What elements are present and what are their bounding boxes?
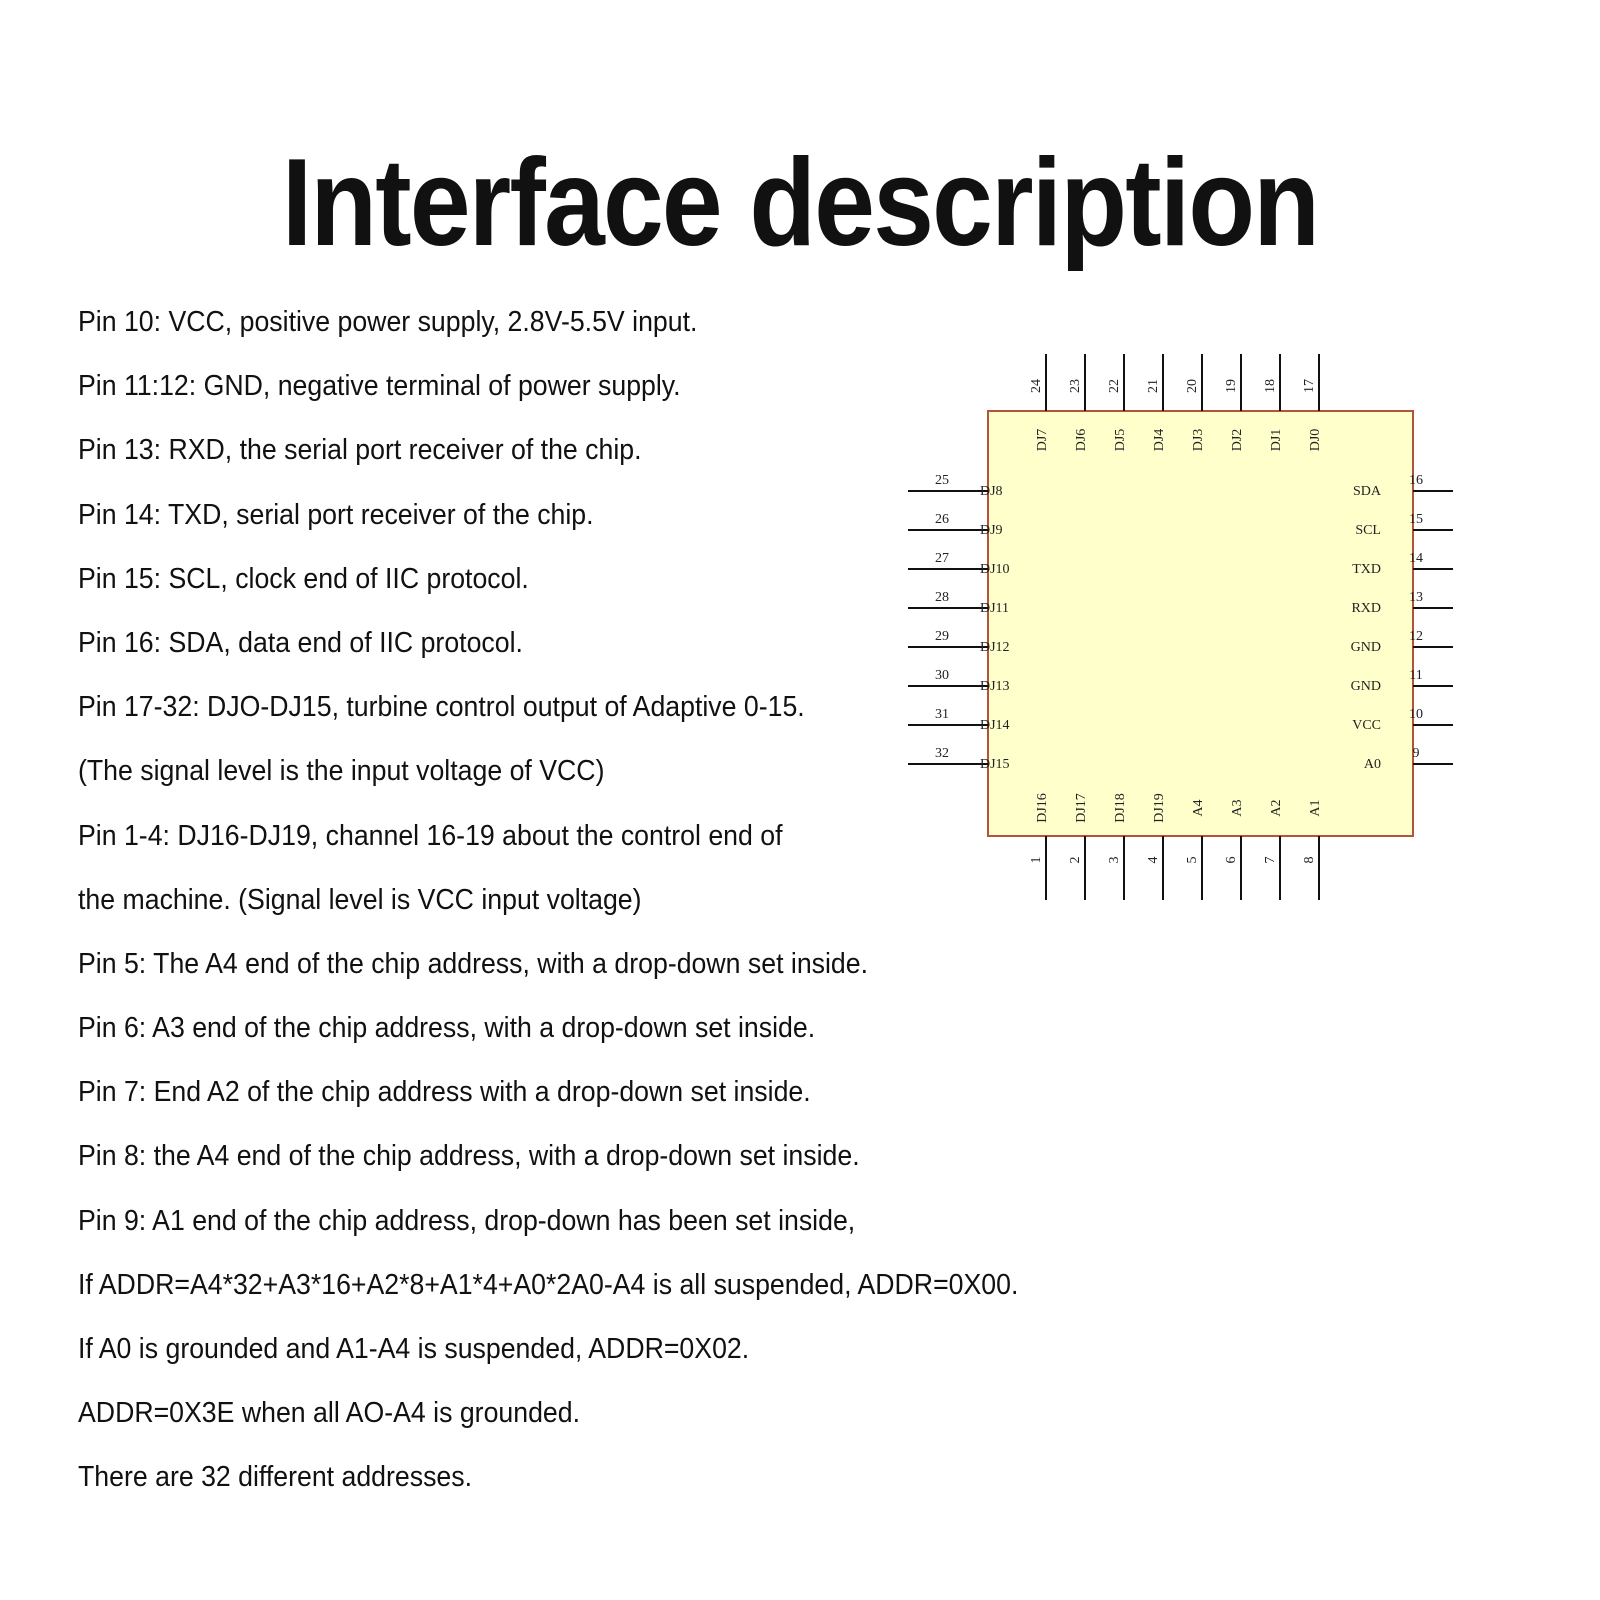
pin-number: 27 [935, 551, 949, 567]
page-title: Interface description [281, 134, 1319, 272]
pin-label: A2 [1269, 799, 1285, 817]
pin-label: DJ18 [1113, 793, 1129, 823]
description-line: Pin 14: TXD, serial port receiver of the chip. [78, 498, 594, 531]
description-line: Pin 11:12: GND, negative terminal of power supply. [78, 370, 681, 403]
description-line: Pin 5: The A4 end of the chip address, with a drop-down set inside. [78, 947, 869, 980]
pin-number: 13 [1409, 590, 1423, 606]
pin-number: 2 [1068, 856, 1084, 864]
pin-label: DJ8 [980, 484, 1003, 500]
pin-label: DJ5 [1113, 428, 1129, 452]
pin-label: DJ2 [1230, 428, 1246, 452]
pin-label: DJ10 [980, 562, 1010, 578]
description-line: Pin 8: the A4 end of the chip address, with a drop-down set inside. [78, 1140, 860, 1173]
pin-number: 19 [1224, 379, 1240, 393]
pin-label: A0 [1363, 757, 1381, 773]
pin-label: A1 [1308, 799, 1324, 817]
pin-label: DJ1 [1269, 428, 1285, 452]
pin-label: DJ16 [1035, 793, 1051, 823]
pin-label: DJ7 [1035, 428, 1051, 452]
pin-label: DJ13 [980, 679, 1010, 695]
chip-body [988, 411, 1413, 836]
pin-number: 17 [1302, 379, 1318, 393]
pin-label: DJ6 [1074, 428, 1090, 452]
pin-number: 4 [1146, 856, 1162, 864]
pin-number: 6 [1224, 856, 1240, 864]
description-line: There are 32 different addresses. [78, 1461, 473, 1494]
pin-number: 22 [1107, 379, 1123, 393]
pin-number: 20 [1185, 379, 1201, 393]
pin-number: 30 [935, 668, 949, 684]
pin-label: DJ15 [980, 757, 1010, 773]
pin-number: 11 [1409, 668, 1423, 684]
pin-label: GND [1350, 679, 1381, 695]
pin-number: 25 [935, 473, 949, 489]
description-line: (The signal level is the input voltage of VCC) [78, 755, 605, 788]
pin-number: 18 [1263, 379, 1279, 393]
description-line: Pin 13: RXD, the serial port receiver of the chip. [78, 434, 642, 467]
pin-number: 12 [1409, 629, 1423, 645]
description-line: ADDR=0X3E when all AO-A4 is grounded. [78, 1397, 581, 1430]
pin-label: DJ12 [980, 640, 1010, 656]
pin-number: 10 [1409, 707, 1423, 723]
pin-label: SCL [1355, 523, 1381, 539]
description-line: Pin 16: SDA, data end of IIC protocol. [78, 626, 523, 659]
pin-label: VCC [1352, 718, 1381, 734]
description-line: Pin 15: SCL, clock end of IIC protocol. [78, 562, 529, 595]
pin-number: 31 [935, 707, 949, 723]
pin-number: 26 [935, 512, 949, 528]
pin-label: DJ3 [1191, 428, 1207, 452]
description-line: If A0 is grounded and A1-A4 is suspended, ADDR=0X02. [78, 1333, 750, 1365]
pin-number: 3 [1107, 856, 1123, 864]
pin-number: 28 [935, 590, 949, 606]
pin-number: 7 [1263, 856, 1279, 864]
pin-label: DJ14 [980, 718, 1010, 734]
pin-number: 24 [1029, 379, 1045, 393]
pin-number: 1 [1029, 856, 1045, 864]
pin-number: 29 [935, 629, 949, 645]
description-line: Pin 7: End A2 of the chip address with a drop-down set inside. [78, 1076, 811, 1109]
pin-number: 21 [1146, 379, 1162, 393]
pin-number: 9 [1412, 746, 1420, 762]
description-line: Pin 17-32: DJO-DJ15, turbine control output of Adaptive 0-15. [78, 691, 805, 724]
pin-number: 8 [1302, 856, 1318, 864]
pin-number: 16 [1409, 473, 1423, 489]
pin-label: DJ9 [980, 523, 1003, 539]
pin-label: RXD [1351, 601, 1381, 617]
description-line: Pin 1-4: DJ16-DJ19, channel 16-19 about the control end of [78, 819, 783, 852]
chip-pinout-diagram [920, 350, 1500, 930]
description-line: If ADDR=A4*32+A3*16+A2*8+A1*4+A0*2A0-A4 is all suspended, ADDR=0X00. [78, 1268, 1019, 1301]
pin-label: DJ4 [1152, 428, 1168, 452]
pin-number: 15 [1409, 512, 1423, 528]
pin-label: DJ19 [1152, 793, 1168, 823]
pin-label: A3 [1230, 799, 1246, 817]
pin-number: 5 [1185, 856, 1201, 864]
description-line: Pin 10: VCC, positive power supply, 2.8V-5.5V input. [78, 306, 698, 338]
pin-number: 14 [1409, 551, 1423, 567]
pin-label: DJ0 [1308, 428, 1324, 452]
pin-label: A4 [1191, 799, 1207, 817]
pin-label: GND [1350, 640, 1381, 656]
pin-label: DJ11 [980, 601, 1010, 617]
pin-number: 32 [935, 746, 949, 762]
pin-label: DJ17 [1074, 793, 1090, 823]
pin-number: 23 [1068, 379, 1084, 393]
pin-label: SDA [1352, 484, 1381, 500]
description-line: the machine. (Signal level is VCC input voltage) [78, 883, 642, 916]
pin-label: TXD [1352, 562, 1381, 578]
description-line: Pin 9: A1 end of the chip address, drop-down has been set inside, [78, 1204, 856, 1237]
description-line: Pin 6: A3 end of the chip address, with a drop-down set inside. [78, 1012, 816, 1045]
